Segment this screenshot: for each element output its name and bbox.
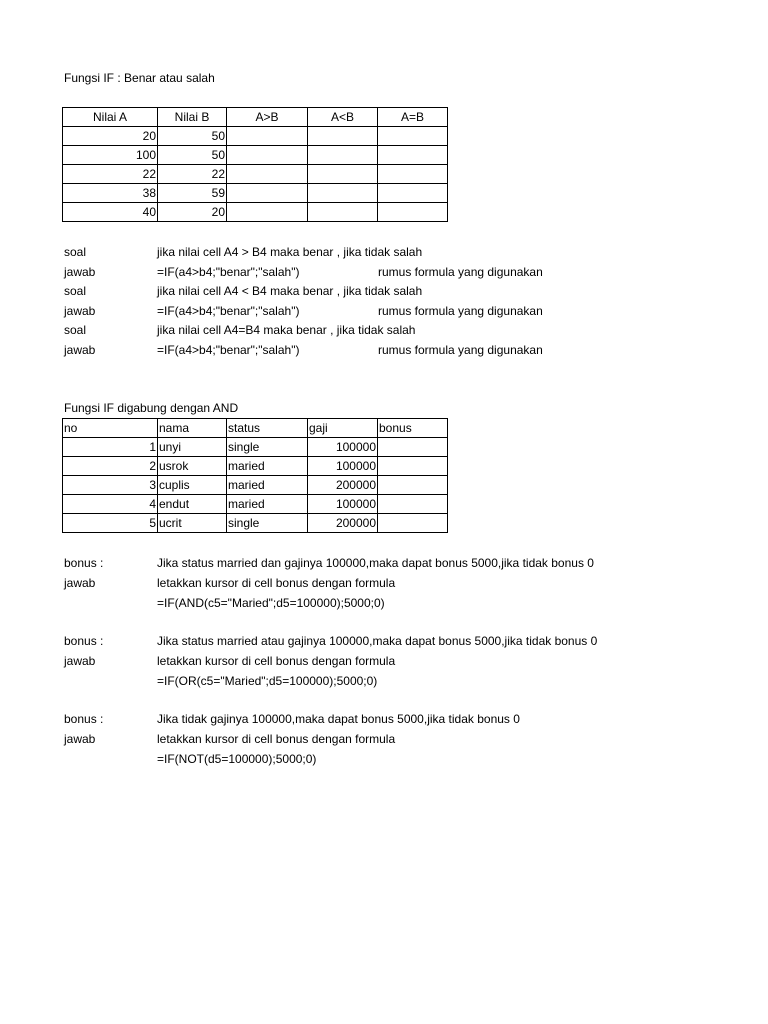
cell-no[interactable]: 4	[63, 495, 158, 514]
header-cell[interactable]: bonus	[378, 419, 448, 438]
cell-a-lt-b[interactable]	[308, 146, 378, 165]
cell-nama[interactable]: endut	[158, 495, 227, 514]
jawab-label: jawab	[64, 654, 96, 668]
cell-gaji[interactable]: 200000	[308, 514, 378, 533]
cell-no[interactable]: 1	[63, 438, 158, 457]
table-row	[63, 495, 448, 514]
cell-nilai-a[interactable]: 38	[63, 184, 158, 203]
qa-label: soal	[64, 323, 87, 337]
cell-bonus[interactable]	[378, 514, 448, 533]
bonus-label: bonus :	[64, 556, 104, 570]
header-cell[interactable]: nama	[158, 419, 227, 438]
header-cell[interactable]: Nilai B	[158, 108, 227, 127]
table-header-row	[63, 419, 448, 438]
cell-gaji[interactable]: 100000	[308, 438, 378, 457]
cell-nilai-b[interactable]: 20	[158, 203, 227, 222]
comparison-table	[62, 107, 448, 222]
qa-formula: =IF(a4>b4;"benar";"salah")	[157, 265, 300, 279]
section2-title: Fungsi IF digabung dengan AND	[64, 401, 239, 415]
cell-status[interactable]: single	[227, 514, 308, 533]
cell-a-gt-b[interactable]	[227, 165, 308, 184]
qa-label: soal	[64, 245, 87, 259]
cell-status[interactable]: maried	[227, 476, 308, 495]
employee-table	[62, 418, 448, 533]
table-row	[63, 146, 448, 165]
cell-no[interactable]: 2	[63, 457, 158, 476]
cell-nilai-a[interactable]: 22	[63, 165, 158, 184]
header-cell[interactable]: gaji	[308, 419, 378, 438]
cell-nilai-b[interactable]: 22	[158, 165, 227, 184]
qa-note: rumus formula yang digunakan	[378, 265, 543, 279]
cell-no[interactable]: 5	[63, 514, 158, 533]
qa-formula: =IF(a4>b4;"benar";"salah")	[157, 304, 300, 318]
cell-a-lt-b[interactable]	[308, 165, 378, 184]
table-row	[63, 438, 448, 457]
bonus-condition: Jika status married atau gajinya 100000,maka dapat bonus 5000,jika tidak bonus 0	[157, 634, 598, 648]
section1-title: Fungsi IF : Benar atau salah	[64, 71, 215, 85]
cell-a-eq-b[interactable]	[378, 165, 448, 184]
qa-text: jika nilai cell A4 > B4 maka benar , jika tidak salah	[157, 245, 423, 259]
jawab-label: jawab	[64, 576, 96, 590]
qa-text: jika nilai cell A4=B4 maka benar , jika tidak salah	[157, 323, 416, 337]
bonus-condition: Jika tidak gajinya 100000,maka dapat bonus 5000,jika tidak bonus 0	[157, 712, 520, 726]
cell-status[interactable]: single	[227, 438, 308, 457]
cell-nama[interactable]: unyi	[158, 438, 227, 457]
cell-a-eq-b[interactable]	[378, 146, 448, 165]
cell-a-eq-b[interactable]	[378, 184, 448, 203]
table-row	[63, 184, 448, 203]
bonus-instruction: letakkan kursor di cell bonus dengan formula	[157, 654, 396, 668]
qa-label: jawab	[64, 265, 96, 279]
cell-nilai-a[interactable]: 20	[63, 127, 158, 146]
header-cell[interactable]: status	[227, 419, 308, 438]
cell-gaji[interactable]: 100000	[308, 495, 378, 514]
cell-a-eq-b[interactable]	[378, 203, 448, 222]
bonus-instruction: letakkan kursor di cell bonus dengan formula	[157, 732, 396, 746]
table-row	[63, 203, 448, 222]
cell-nilai-a[interactable]: 100	[63, 146, 158, 165]
header-cell[interactable]: A>B	[227, 108, 308, 127]
cell-nama[interactable]: ucrit	[158, 514, 227, 533]
table-row	[63, 127, 448, 146]
cell-no[interactable]: 3	[63, 476, 158, 495]
cell-a-gt-b[interactable]	[227, 146, 308, 165]
cell-bonus[interactable]	[378, 457, 448, 476]
bonus-instruction: letakkan kursor di cell bonus dengan formula	[157, 576, 396, 590]
header-cell[interactable]: no	[63, 419, 158, 438]
cell-nama[interactable]: usrok	[158, 457, 227, 476]
table-row	[63, 514, 448, 533]
bonus-label: bonus :	[64, 634, 104, 648]
cell-bonus[interactable]	[378, 476, 448, 495]
table-header-row	[63, 108, 448, 127]
header-cell[interactable]: A<B	[308, 108, 378, 127]
cell-gaji[interactable]: 200000	[308, 476, 378, 495]
bonus-formula: =IF(AND(c5="Maried";d5=100000);5000;0)	[157, 596, 385, 610]
cell-bonus[interactable]	[378, 495, 448, 514]
cell-nilai-b[interactable]: 59	[158, 184, 227, 203]
qa-note: rumus formula yang digunakan	[378, 343, 543, 357]
cell-a-lt-b[interactable]	[308, 127, 378, 146]
cell-gaji[interactable]: 100000	[308, 457, 378, 476]
cell-nilai-b[interactable]: 50	[158, 146, 227, 165]
bonus-formula: =IF(OR(c5="Maried";d5=100000);5000;0)	[157, 674, 378, 688]
table-row	[63, 457, 448, 476]
cell-a-gt-b[interactable]	[227, 203, 308, 222]
cell-a-gt-b[interactable]	[227, 184, 308, 203]
cell-nama[interactable]: cuplis	[158, 476, 227, 495]
cell-nilai-b[interactable]: 50	[158, 127, 227, 146]
qa-label: jawab	[64, 304, 96, 318]
bonus-label: bonus :	[64, 712, 104, 726]
cell-a-eq-b[interactable]	[378, 127, 448, 146]
qa-text: jika nilai cell A4 < B4 maka benar , jika tidak salah	[157, 284, 423, 298]
header-cell[interactable]: Nilai A	[63, 108, 158, 127]
cell-status[interactable]: maried	[227, 495, 308, 514]
qa-label: soal	[64, 284, 87, 298]
cell-bonus[interactable]	[378, 438, 448, 457]
cell-status[interactable]: maried	[227, 457, 308, 476]
table-row	[63, 476, 448, 495]
bonus-condition: Jika status married dan gajinya 100000,maka dapat bonus 5000,jika tidak bonus 0	[157, 556, 594, 570]
jawab-label: jawab	[64, 732, 96, 746]
cell-nilai-a[interactable]: 40	[63, 203, 158, 222]
cell-a-gt-b[interactable]	[227, 127, 308, 146]
qa-formula: =IF(a4>b4;"benar";"salah")	[157, 343, 300, 357]
cell-a-lt-b[interactable]	[308, 184, 378, 203]
cell-a-lt-b[interactable]	[308, 203, 378, 222]
table-row	[63, 165, 448, 184]
bonus-formula: =IF(NOT(d5=100000);5000;0)	[157, 752, 317, 766]
header-cell[interactable]: A=B	[378, 108, 448, 127]
qa-label: jawab	[64, 343, 96, 357]
qa-note: rumus formula yang digunakan	[378, 304, 543, 318]
